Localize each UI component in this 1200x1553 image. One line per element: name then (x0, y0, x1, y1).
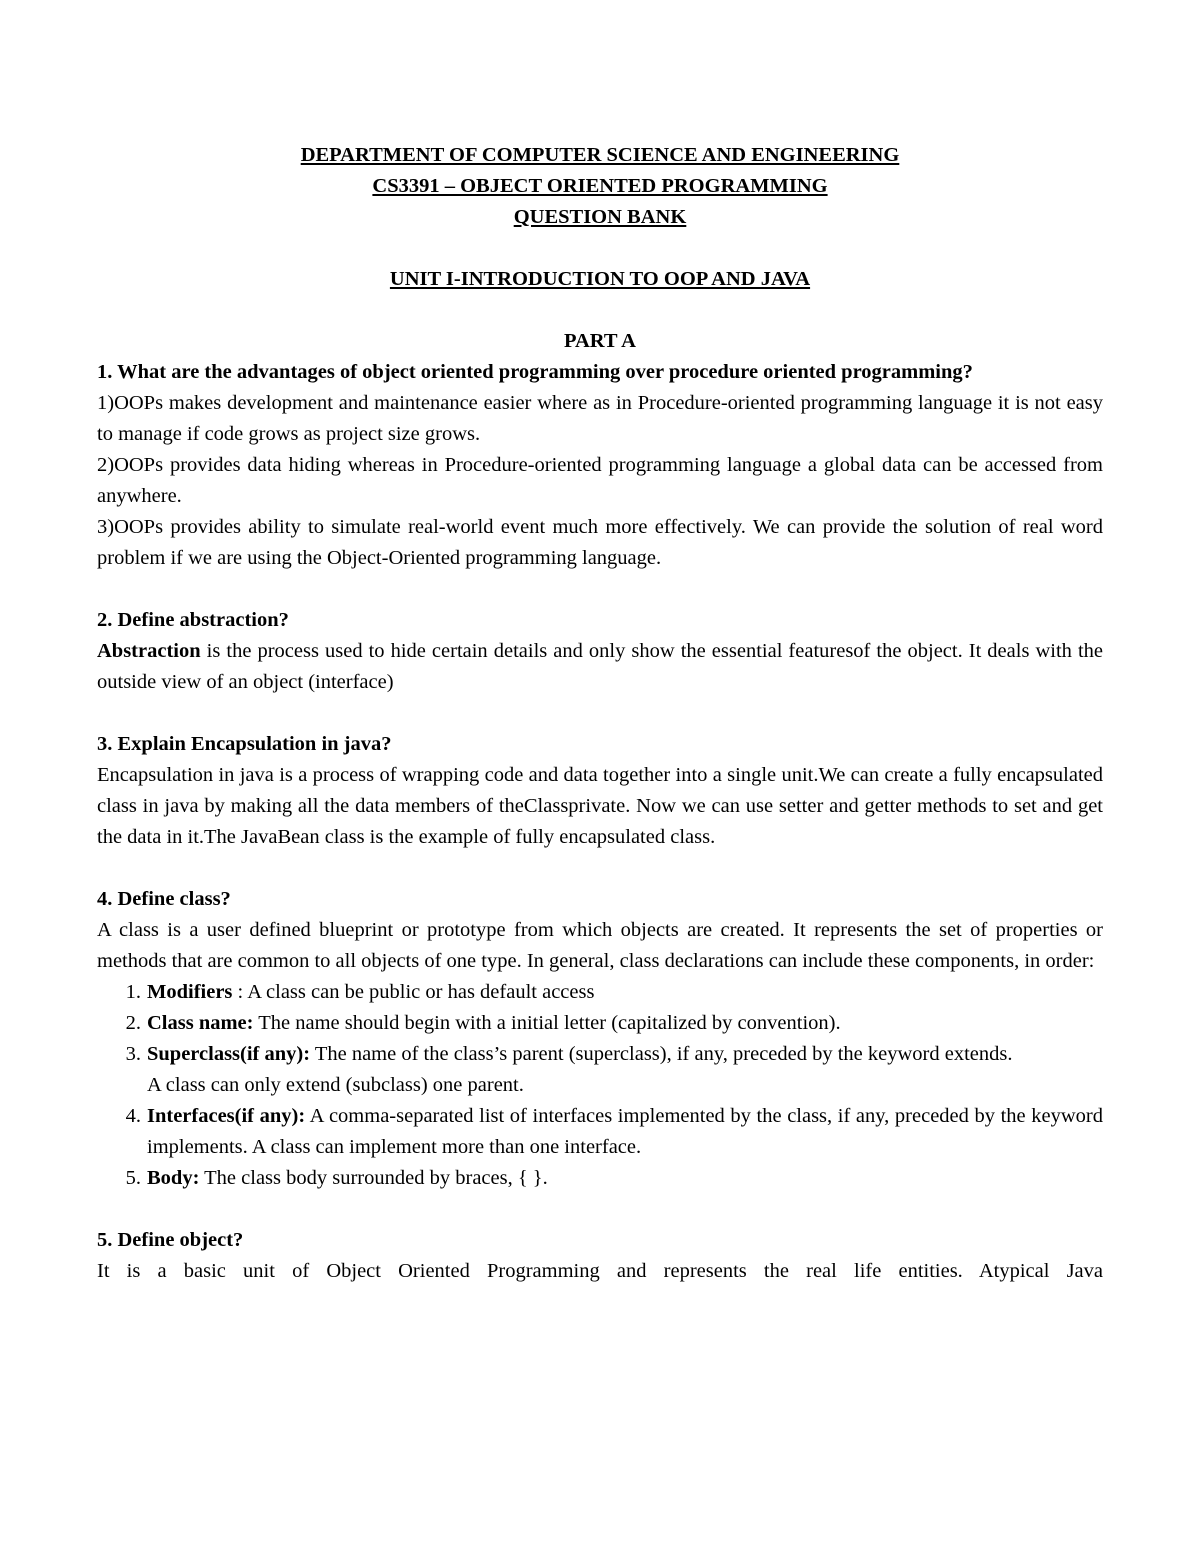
answer-1-point-1: 1)OOPs makes development and maintenance easier where as in Procedure-oriented programming language it is not easy to manage if code grows as project size grows. (97, 392, 1103, 445)
list-item (125, 1008, 1103, 1039)
question-1: 1. What are the advantages of object oriented programming over procedure oriented programming? (97, 361, 973, 383)
question-4: 4. Define class? (97, 888, 231, 910)
answer-1-point-3: 3)OOPs provides ability to simulate real-world event much more effectively. We can provide the solution of real word problem if we are using the Object-Oriented programming language. (97, 516, 1103, 569)
question-3: 3. Explain Encapsulation in java? (97, 733, 392, 755)
answer-3: Encapsulation in java is a process of wrapping code and data together into a single unit.We can create a fully encapsulated class in java by making all the data members of theClassprivate. Now we can use setter and getter methods to set and get the data in it.The JavaBean class is the example of fully encapsulated class. (97, 764, 1103, 848)
doc-type-title: QUESTION BANK (513, 206, 687, 228)
answer-1-point-2: 2)OOPs provides data hiding whereas in Procedure-oriented programming language a global data can be accessed from anywhere. (97, 454, 1103, 507)
department-title: DEPARTMENT OF COMPUTER SCIENCE AND ENGINEERING (300, 144, 900, 166)
course-title: CS3391 – OBJECT ORIENTED PROGRAMMING (372, 175, 828, 197)
unit-title: UNIT I-INTRODUCTION TO OOP AND JAVA (389, 268, 811, 290)
component-term: Superclass(if any): (147, 1043, 311, 1065)
list-number: 3. (125, 1043, 141, 1065)
list-item (125, 1163, 1103, 1194)
answer-4: A class is a user defined blueprint or prototype from which objects are created. It represents the set of properties or methods that are common to all objects of one type. In general, class declarations can include these components, in order: (97, 919, 1103, 972)
list-number: 1. (125, 981, 141, 1003)
answer-2 (97, 636, 1103, 698)
component-term: Interfaces(if any): (147, 1105, 306, 1127)
list-number: 5. (125, 1167, 141, 1189)
component-text: : A class can be public or has default access (232, 981, 595, 1003)
question-5: 5. Define object? (97, 1229, 244, 1251)
part-title: PART A (564, 330, 636, 352)
abstraction-term: Abstraction (97, 640, 201, 662)
list-number: 4. (125, 1105, 141, 1127)
list-number: 2. (125, 1012, 141, 1034)
document-body (97, 140, 1103, 1287)
component-text: The name of the class’s parent (superclass), if any, preceded by the keyword extends. (310, 1043, 1013, 1065)
component-term: Body: (147, 1167, 200, 1189)
component-text: The name should begin with a initial letter (capitalized by convention). (253, 1012, 841, 1034)
answer-5: It is a basic unit of Object Oriented Programming and represents the real life entities. Atypical Java (97, 1260, 1103, 1282)
component-text: The class body surrounded by braces, { }. (199, 1167, 548, 1189)
component-term: Modifiers (147, 981, 233, 1003)
component-note: A class can only extend (subclass) one parent. (147, 1074, 524, 1096)
list-item (125, 1039, 1103, 1101)
list-item (125, 1101, 1104, 1163)
answer-2-text: is the process used to hide certain details and only show the essential featuresof the object. It deals with the outside view of an object (interface) (97, 640, 1103, 693)
class-components-list (97, 977, 1103, 1194)
component-term: Class name: (147, 1012, 254, 1034)
component-text: A comma-separated list of interfaces implemented by the class, if any, preceded by the keyword implements. A class can implement more than one interface. (147, 1105, 1104, 1158)
question-2: 2. Define abstraction? (97, 609, 289, 631)
list-item (125, 977, 1103, 1008)
